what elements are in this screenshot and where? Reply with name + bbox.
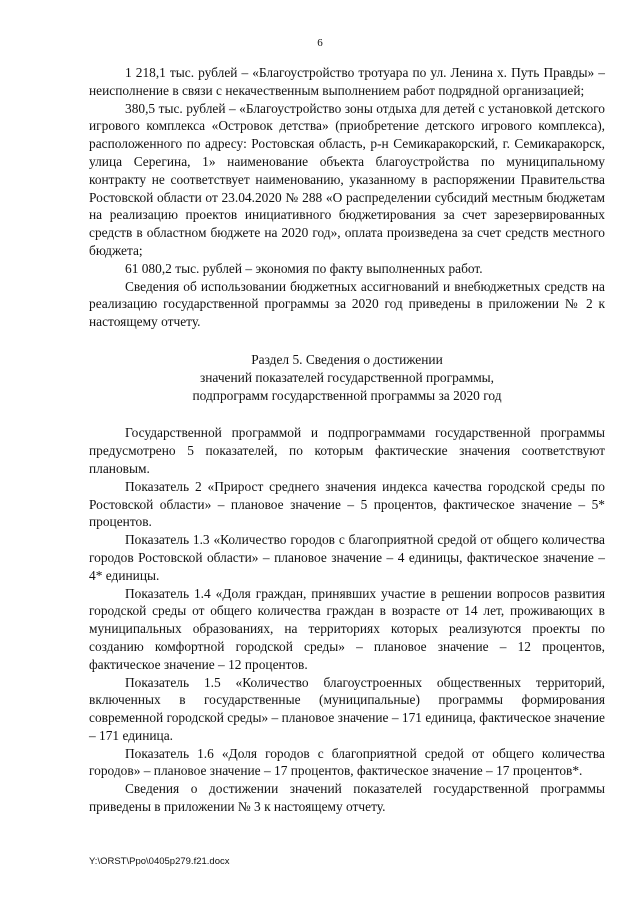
paragraph: Показатель 1.4 «Доля граждан, принявших участие в решении вопросов развития городской среды от общего количества граждан в возрасте от 14 лет, проживающих в муниципальных образованиях, на территориях которых реализуются проекты по созданию комфортной городской среды» – плановое значение – 12 процентов, фактическое значение – 12 процентов. xyxy=(89,585,605,672)
paragraph: Сведения о достижении значений показателей государственной программы приведены в приложении № 3 к настоящему отчету. xyxy=(89,781,605,815)
paragraph: Показатель 2 «Прирост среднего значения индекса качества городской среды по Ростовской области» – плановое значение – 5 процентов, фактическое значение – 5* процентов. xyxy=(89,478,605,530)
section-heading-line: Раздел 5. Сведения о достижении xyxy=(251,351,443,367)
document-body xyxy=(89,64,605,816)
paragraph: Государственной программой и подпрограммами государственной программы предусмотрено 5 показателей, по которым фактические значения соответствуют плановым. xyxy=(89,425,605,476)
page-number: 6 xyxy=(317,37,323,49)
paragraph: 1 218,1 тыс. рублей – «Благоустройство тротуара по ул. Ленина х. Путь Правды» – неисполнение в связи с некачественным выполнением работ подрядной организацией; xyxy=(89,65,605,98)
section-heading-line: подпрограмм государственной программы за 2020 год xyxy=(192,387,502,403)
section-heading xyxy=(89,351,605,404)
paragraph: Показатель 1.5 «Количество благоустроенных общественных территорий, включенных в государственные (муниципальные) программы формирования современной городской среды» – плановое значение – 171 единица, фактическое значение – 171 единица. xyxy=(89,674,605,743)
section-heading-line: значений показателей государственной программы, xyxy=(199,369,495,385)
paragraph: Показатель 1.6 «Доля городов с благоприятной средой от общего количества городов» – плановое значение – 17 процентов, фактическое значение – 17 процентов*. xyxy=(89,745,605,779)
paragraph: Показатель 1.3 «Количество городов с благоприятной средой от общего количества городов Ростовской области» – плановое значение – 4 единицы, фактическое значение – 4* единицы. xyxy=(89,532,605,583)
paragraph: Сведения об использовании бюджетных ассигнований и внебюджетных средств на реализацию государственной программы за 2020 год приведены в приложении № 2 к настоящему отчету. xyxy=(89,278,605,330)
paragraph: 380,5 тыс. рублей – «Благоустройство зоны отдыха для детей с установкой детского игрового комплекса «Островок детства» (приобретение детского игрового комплекса), расположенного по адресу: Ростовская область, р-н Семикаракорский, г. Семикаракорск, улица Серегина, 1» наименование объекта благоустройства по муниципальному контракту не соответствует наименованию, указанному в распоряжении Правительства Ростовской области от 23.04.2020 № 288 «О распределении субсидий местным бюджетам на реализацию проектов инициативного бюджетирования за счет зарезервированных средств в областном бюджете на 2020 год», оплата произведена за счет средств местного бюджета; xyxy=(89,100,605,258)
paragraph: 61 080,2 тыс. рублей – экономия по факту выполненных работ. xyxy=(125,260,483,276)
footer-file-path: Y:\ORST\Ppo\0405p279.f21.docx xyxy=(89,856,230,867)
